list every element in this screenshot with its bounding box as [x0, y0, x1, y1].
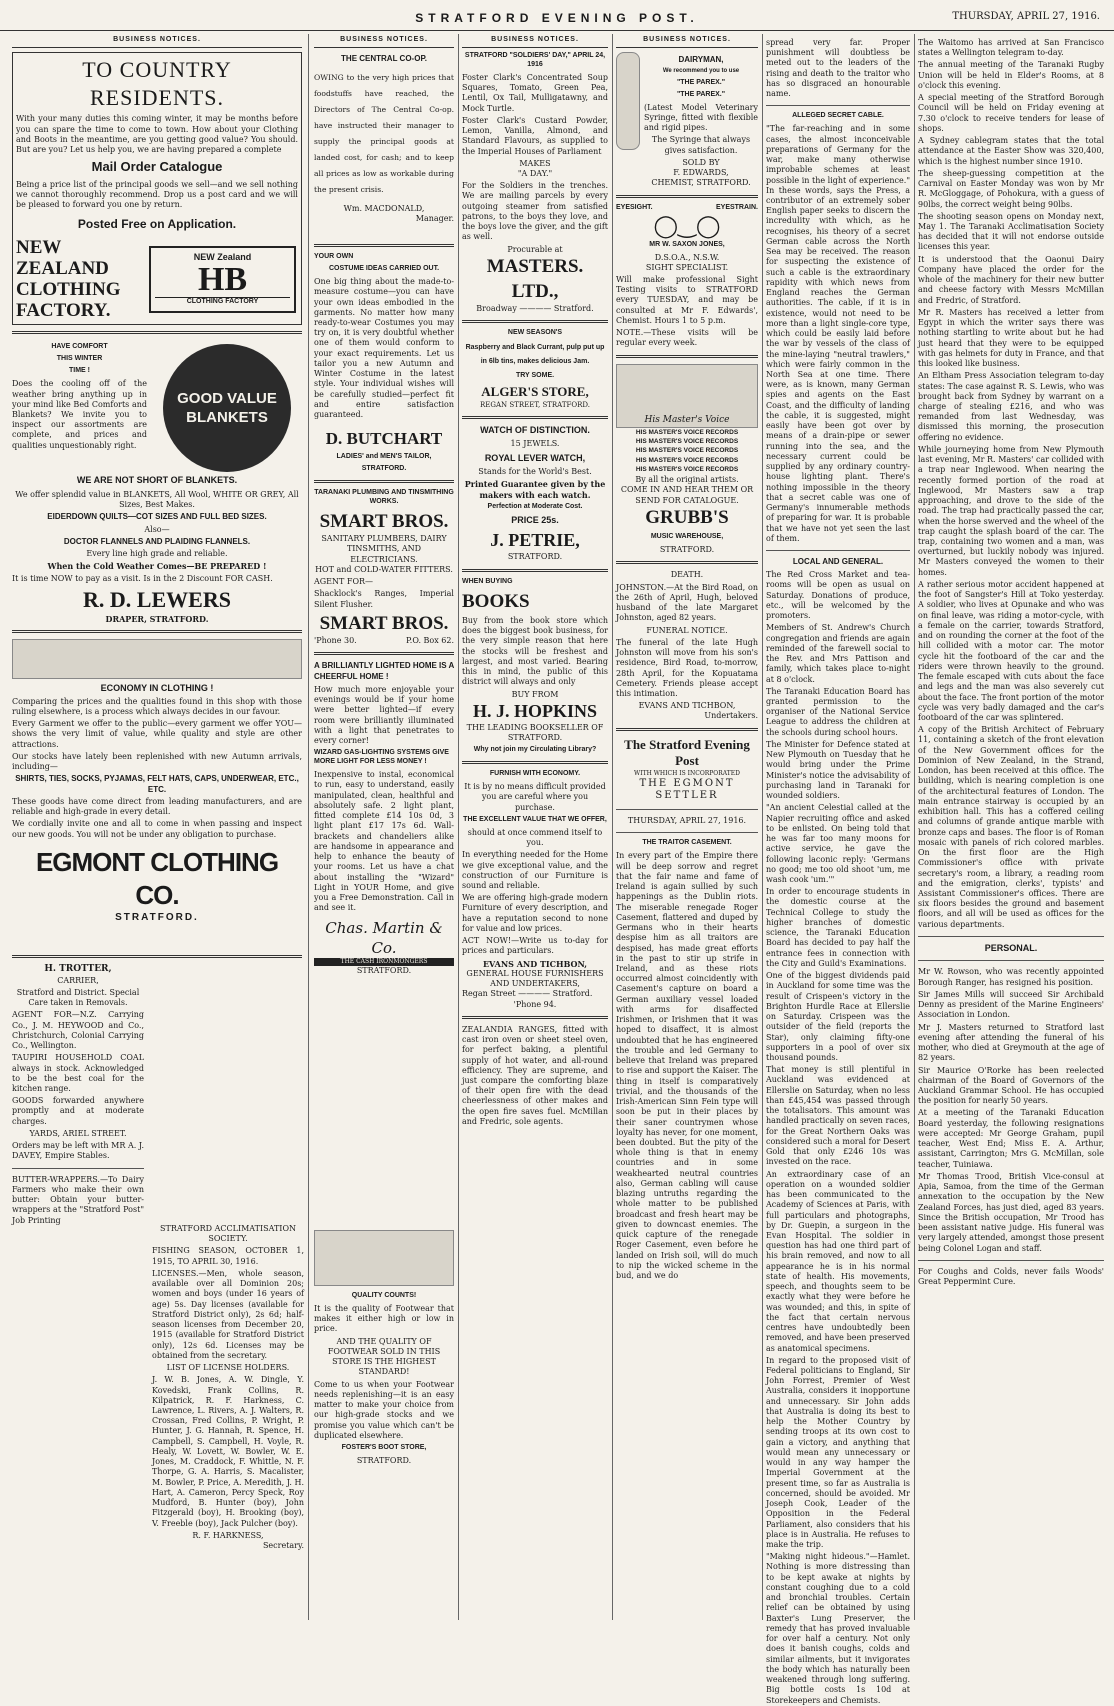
parex-ad — [616, 52, 758, 189]
ad-text: DRAPER, STRATFORD. — [105, 614, 209, 624]
syringe-illustration — [616, 52, 640, 150]
butchart-name: D. BUTCHART — [325, 429, 443, 449]
ad-text: Buy from the book store which does the biggest book business, for the very simple reason that here the stocks will be freshest and largest, and most varied. Bearing this in mind, the public of this district will always and only — [462, 615, 608, 687]
ad-text: STRATFORD. — [115, 912, 199, 924]
article-text: The Taranaki Education Board has granted permission to the organiser of the National Service League to address the children at the schools during school hours. — [766, 686, 910, 737]
ad-text: Stratford and District. Special Care taken in Removals. — [16, 987, 140, 1008]
ad-text: We offer splendid value in BLANKETS, All Wool, WHITE OR GREY, All Sizes, Best Makes. — [15, 489, 299, 510]
ad-heading: TO COUNTRY RESIDENTS. — [82, 56, 232, 111]
smart-bros-name: SMART BROS. — [319, 612, 449, 634]
blankets-ad — [12, 340, 302, 472]
ad-heading: HAVE COMFORT — [51, 343, 108, 351]
ad-heading: YOUR OWN — [314, 253, 354, 261]
article-text: In order to encourage students in the domestic course at the Technical College to study the higher branches of domestic science, the Taranaki Education Board has decided to pay half the entrance fees in connection with the City and Guild's Examinations. — [766, 887, 910, 968]
ad-heading: TRY SOME. — [515, 372, 555, 380]
ad-text: Being a price list of the principal goods we sell—and we sell nothing we cannot thoroughly recommend. Drop us a post card and we will be pleased to forward you one by return. — [16, 179, 298, 210]
ad-text: Secretary. — [262, 1541, 304, 1551]
article-text: The Red Cross Market and tea-rooms will be open as usual on Saturday. Donations of produce, etc., will be welcomed by the promoters. — [766, 570, 910, 621]
ad-text: "A DAY." — [517, 168, 553, 178]
column-4 — [616, 36, 758, 1618]
column-2 — [314, 36, 454, 1222]
grubb-name: GRUBB'S — [645, 506, 729, 528]
notice-text: JOHNSTON.—At the Bird Road, on the 26th of April, Hugh, beloved husband of the late Margaret Johnston, aged 82 years. — [616, 582, 758, 623]
article-text: The annual meeting of the Taranaki Rugby Union will be held in Elder's Rooms, at 8 o'clock this evening. — [918, 60, 1104, 90]
ad-text: Foster Clark's Custard Powder, Lemon, Vanilla, Almond, and Standard Flavours, as supplied to the Imperial Houses of Parliament — [462, 115, 608, 156]
ad-text: 'Phone 94. — [513, 999, 557, 1009]
ad-text: AGENT FOR—N.Z. Carrying Co., J. M. HEYWOOD and Co., Christchurch, Colonial Carrying Co., Wellington. — [12, 1010, 144, 1051]
article-text: spread very far. Proper punishment will doubtless be meted out to the leaders of the rising and death to the traitor who has so disgraced an honourable name. — [766, 38, 910, 99]
editorial-masthead: THE EGMONT SETTLER — [639, 777, 735, 802]
ad-text: Procurable at — [507, 244, 563, 254]
editorial-masthead: WITH WHICH IS INCORPORATED — [634, 769, 740, 777]
column-rule — [458, 34, 459, 1620]
ad-text: SANITARY PLUMBERS, DAIRY TINSMITHS, AND ELECTRICIANS. — [321, 534, 447, 564]
ad-heading: NEW SEASON'S — [507, 329, 563, 337]
ad-text: Manager. — [415, 213, 454, 223]
logo-text: NEW Zealand — [193, 251, 252, 262]
ad-text: THE LEADING BOOKSELLER OF STRATFORD. — [466, 722, 604, 743]
trotter-ad — [12, 964, 144, 1226]
lewers-name: R. D. LEWERS — [83, 586, 231, 612]
ad-text: FISHING SEASON, OCTOBER 1, 1915, TO APRIL 30, 1916. — [152, 1246, 304, 1266]
ad-heading: DAIRYMAN, — [678, 54, 724, 64]
ad-text: Our stocks have lately been replenished with new Autumn arrivals, including— — [12, 751, 302, 772]
country-residents-ad — [12, 52, 302, 326]
column-5 — [766, 36, 910, 1705]
records-line: HIS MASTER'S VOICE RECORDS — [635, 437, 739, 445]
ad-text: STRATFORD. — [507, 552, 563, 562]
ad-text: ZEALANDIA RANGES, fitted with cast iron oven or sheet steel oven, for perfect baking, a plentiful supply of hot water, and all-round efficiency. They are supreme, and just compare the comforting blaze of their open fire with the dead cheerlessness of other makes and the open fire saves fuel. McMillan and Fredric, sole agents. — [462, 1024, 608, 1126]
ad-heading: STRATFORD "SOLDIERS' DAY," APRIL 24, 1916 — [464, 51, 606, 68]
ad-text: J. W. B. Jones, A. W. Dingle, Y. Kovedski, Frank Collins, R. Kilpatrick, R. F. Harkness, C. Lawrence, L. Rivers, A. J. Walters, R. Crossan, Fred Collins, P. Wright, P. Hunter, J. G. Hannah, R. Spence, H. Campbell, S. Campbell, H. Voyle, R. Healy, W. Lovett, W. Bowler, W. E. Jones, M. Craddock, F. Whittle, N. F. Thorpe, G. A. Harris, S. Macalister, M. Bowler, P. Price, A. Meredith, J. H. Hart, A. Cameron, Percy Speck, Roy Mudford, B. Hunter (boy), John Fitzgerald (boy), H. Brooking (boy), V. Freeble (boy), Jack Pulcher (boy). — [152, 1375, 304, 1528]
article-text: Members of St. Andrew's Church congregation and friends are again reminded of the farewell social to the Rev. and Mrs Pattison and family, which takes place to-night at 8 o'clock. — [766, 623, 910, 684]
ad-text: Raspberry and Black Currant, pulp put up in 6lb tins, makes delicious Jam. — [465, 344, 605, 366]
ad-text: Wm. MACDONALD, — [343, 203, 425, 213]
ad-heading: LIST OF LICENSE HOLDERS. — [166, 1363, 290, 1373]
ad-text: MAKES — [519, 158, 551, 168]
ad-text: SEND FOR CATALOGUE. — [635, 495, 739, 505]
ad-text: BUTTER-WRAPPERS.—To Dairy Farmers who make their own butter: Obtain your butter-wrappers at the "Stratford Post" Job Printing — [12, 1174, 144, 1225]
column-rule — [914, 34, 915, 1620]
spectacles-icon: ◯‿◯ — [653, 213, 721, 239]
ad-heading: Mail Order Catalogue — [91, 159, 223, 175]
nz-clothing-logo — [149, 246, 296, 313]
notice-text: Undertakers. — [704, 711, 758, 721]
alger-name: ALGER'S STORE, — [481, 384, 589, 400]
hopkins-name: H. J. HOPKINS — [472, 700, 597, 721]
notice-text: EVANS AND TICHBON, — [638, 701, 736, 711]
ad-text: 15 JEWELS. — [510, 439, 560, 449]
ad-text: CARRIER, — [57, 975, 99, 985]
footwear-ad — [314, 1224, 454, 1618]
records-line: HIS MASTER'S VOICE RECORDS — [635, 447, 739, 455]
notice-text: The funeral of the late Hugh Johnston will move from his son's residence, Bird Road, to-morrow, 28th April, for the Kopuatama Cemetery. Friends please accept this intimation. — [616, 637, 758, 698]
ad-text: LICENSES.—Men, whole season, available over all Dominion 20s; women and boys (under 16 years of age) 5s. Day licenses (available for Stratford District only), 2s 6d; half-season licenses from December 20, 1915 (available for Stratford District only), 12s 6d. Licenses may be obtained from the secretary. — [152, 1268, 304, 1360]
ad-text: Broadway ———— Stratford. — [476, 304, 594, 314]
hmv-logo: His Master's Voice — [644, 415, 730, 426]
ad-text: Every line high grade and reliable. — [86, 549, 228, 559]
column-3 — [462, 36, 608, 1618]
ad-text: MUSIC WAREHOUSE, — [650, 533, 724, 541]
article-heading: PERSONAL. — [984, 942, 1038, 953]
article-text: Mr R. Masters has received a letter from Egypt in which the writer says there was nothing startling to write about but he had just heard that they were to be equipped with gas helmets for duty in France, and that this looked like business. — [918, 307, 1104, 369]
gramophone-illustration — [616, 364, 758, 428]
column-6 — [918, 36, 1104, 1618]
ad-heading: FURNISH WITH ECONOMY. — [489, 770, 581, 778]
article-text: The shooting season opens on Monday next, May 1. The Taranaki Acclimatisation Society has decided that it will not endorse outside licenses this year. — [918, 211, 1104, 252]
ad-text: Regan Street ———— Stratford. — [462, 989, 593, 999]
ad-text: P.O. Box 62. — [406, 636, 454, 646]
ad-text: AND THE QUALITY OF FOOTWEAR SOLD IN THIS STORE IS THE HIGHEST STANDARD! — [327, 1336, 441, 1377]
article-text: For Coughs and Colds, never fails Woods' Great Peppermint Cure. — [918, 1266, 1104, 1286]
article-text: "The far-reaching and in some cases, the almost inconceivable preparations of Germany for the war, make many otherwise improbable schemes at least possible in the light of experience." In these words, says the Press, a contributor of an extremely sober English paper seeks to discern the incredulity with which, as he recognises, his theory of a secret German cable across the North Sea may be received. The reason for suspecting the existence of such a cable is the extraordinary rapidity with which news from England reaches the German authorities. The cable, if it is in existence, would not need to be more than a light single-core type, which could be easily laid before the war by vessels of the class of the mine-laying "neutral trawlers," which were fairly common in the North Sea at one time. There were, as is known, many German spies and agents on the East Coast, and the difficulty of landing the cable, it is suggested, might easily have been got over by means of a drain-pipe or sewer running into the sea, and the necessary current could be supplied by any ordinary country-house lighting plant. There's nothing impossible in the theory that a secret cable was one of Germany's innumerable methods of preparing for war. It is probable that we have not yet seen the last of them. — [766, 124, 910, 543]
ad-heading: FOSTER'S BOOT STORE, — [341, 1444, 427, 1451]
ad-text: HOT and COLD-WATER FITTERS. — [315, 564, 453, 574]
ad-text: The Syringe that always gives satisfaction. — [651, 135, 751, 155]
ad-text: It is time NOW to pay as a visit. Is in the 2 Discount FOR CASH. — [12, 573, 273, 583]
ad-text: GENERAL HOUSE FURNISHERS AND UNDERTAKERS, — [466, 968, 604, 989]
shoes-illustration — [314, 1230, 454, 1286]
ad-heading: Perfection at Moderate Cost. — [487, 502, 583, 510]
masthead — [0, 8, 1114, 31]
good-value-blankets-logo: GOOD VALUE BLANKETS — [163, 344, 291, 472]
ad-heading: EIDERDOWN QUILTS—COT SIZES AND FULL BED SIZES. — [47, 512, 267, 522]
ad-text: For the Soldiers in the trenches. We are mailing parcels by every outgoing steamer from satisfied patrons, to the boys they love, and the boys love the giver, and the gift as well. — [462, 181, 608, 242]
article-heading: ALLEGED SECRET CABLE. — [792, 112, 884, 120]
ad-text: should at once commend itself to you. — [467, 827, 603, 848]
masthead-title: STRATFORD EVENING POST. — [415, 11, 699, 25]
ad-text: When the Cold Weather Comes—BE PREPARED ! — [47, 561, 267, 572]
article-text: The Minister for Defence stated at New Plymouth on Tuesday that he would bring under the Prime Minister's notice the advisability of purchasing land in Taranaki for wounded soldiers. — [766, 739, 910, 801]
article-text: A rather serious motor accident happened at the foot of Sangster's Hill at Toko yesterday. A soldier, who lives at Opunake and who was on final leave, was riding a motor-cycle, with a female on the carrier, towards Stratford, and on rounding the corner at the foot of the hill collided with a motor car. The motor cycle hit the footboard of the car and the riders were thrown heavily to the ground. The female escaped with cuts about the face and legs and the man was also severely cut about the face. The front portion of the motor cycle was very badly damaged and the car's footboard of the car was splintered. — [918, 579, 1104, 722]
article-text: Mr Thomas Trood, British Vice-consul at Apia, Samoa, from the time of the German annexation to the occupation by the New Zealand Forces, has just died, aged 83 years. Since the British occupation, Mr Trood has been assistant native judge. His funeral was very largely attended, amongst those present being Colonel Logan and staff. — [918, 1171, 1104, 1253]
ad-heading: COSTUME IDEAS CARRIED OUT. — [328, 265, 440, 273]
ad-text: Also— — [144, 524, 170, 534]
petrie-name: J. PETRIE, — [490, 530, 580, 551]
article-text: While journeying home from New Plymouth last evening, Mr R. Masters' car collided with a trap near Inglewood. When nearing the recently formed portion of the road at Inglewood, Mr Masters saw a trap approaching, and drove to the side of the road. The trap had practically passed the car, when the horse swerved and the wheel of the trap caught the splash board of the car. The trap, containing two women and a man, was overturned, but luckily nobody was injured. Mr Masters conveyed the women to their homes. — [918, 444, 1104, 577]
notice-heading: DEATH. — [670, 570, 704, 580]
article-text: One of the biggest dividends paid in Auckland for some time was the result of Crispeen's victory in the Brighton Hurdle Race at Ellerslie on Saturday. Crispeen was the outsider of the field (reports the Star), only claiming fifty-one supporters in a pool of over six thousand pounds. — [766, 971, 910, 1062]
ad-text: NOTE.—These visits will be regular every week. — [616, 328, 758, 348]
ad-heading: THIS WINTER — [56, 355, 103, 363]
ad-text: SOLD BY — [682, 157, 720, 167]
ad-heading: SHIRTS, TIES, SOCKS, PYJAMAS, FELT HATS, CAPS, UNDERWEAR, ETC., ETC. — [15, 774, 299, 794]
ad-text: STRATFORD. — [356, 965, 412, 975]
article-text: The sheep-guessing competition at the Carnival on Easter Monday was won by Mr R. McGloggage, of Pohokura, with a guess of 90lbs, the correct weight being 90lbs. — [918, 168, 1104, 209]
ad-text: We are offering high-grade modern Furniture of every description, and have a reputation second to none for value and low prices. — [462, 893, 608, 933]
ad-text: ACT NOW!—Write us to-day for prices and particulars. — [462, 936, 608, 956]
nz-clothing-title: NEW ZEALAND CLOTHING FACTORY. — [16, 236, 121, 321]
ad-text: Every Garment we offer to the public—every garment we offer YOU—shows the very limit of value, while quality and style are other attractions. — [12, 719, 302, 749]
ad-text: Shacklock's Ranges, Imperial Silent Flusher. — [314, 589, 454, 609]
records-line: HIS MASTER'S VOICE RECORDS — [635, 465, 739, 473]
ad-text: LADIES' and MEN'S TAILOR, — [336, 453, 432, 461]
article-text: A copy of the British Architect of February 11, containing a sketch of the front elevation of the New Government offices for the Dominion of New Zealand, in the Strand, London, has been received at this office. The building, which is nearing completion is one of the architectural features of London. The main entrance stairway is occupied by an exhibition hall. This has a coffered ceiling and columns of grande antique marble with bronze caps and bases. The floor is of Roman mosaic with panels of rich colored marbles. On the first floor are the High Commissioner's office with private secretary's room, a library, a reading room and the emigration, clerks', typists' and Assistant Commissioner's offices. There are six floors besides the ground and basement floors, and all will be used as offices for the various departments. — [918, 725, 1104, 929]
section-label: BUSINESS NOTICES. — [12, 36, 302, 48]
article-text: An Eltham Press Association telegram to-day states: The case against R. S. Lewis, who was brought back from Sydney by warrant on a charge of stealing £216, and who was remanded from last Wednesday, was dismissed this morning, the prosecution offering no evidence. — [918, 371, 1104, 442]
ad-text: It is the quality of Footwear that makes it either high or low in price. — [314, 1303, 454, 1334]
ad-text: STRATFORD. — [361, 465, 407, 473]
article-heading: LOCAL AND GENERAL. — [792, 556, 884, 566]
ad-text: COME IN AND HEAR THEM OR — [620, 485, 754, 495]
ad-heading: DOCTOR FLANNELS AND PLAIDING FLANNELS. — [63, 536, 251, 546]
ad-text: How much more enjoyable your evenings would be if your home were better lighted—if every room were brilliantly illuminated with a light that penetrates to every corner! — [314, 684, 454, 746]
ad-heading: THE CENTRAL CO-OP. — [341, 53, 427, 63]
notice-heading: FUNERAL NOTICE. — [646, 625, 728, 635]
article-text: Mr J. Masters returned to Stratford last evening after attending the funeral of his mother, who died at Greymouth at the age of 82 years. — [918, 1022, 1104, 1063]
ad-text: We recommend you to use — [662, 68, 740, 75]
ad-heading: THE EXCELLENT VALUE THAT WE OFFER, — [463, 815, 607, 823]
editorial-date: THURSDAY, APRIL 27, 1916. — [627, 816, 747, 826]
ad-heading: ROYAL LEVER WATCH, — [484, 452, 586, 463]
ad-heading: WE ARE NOT SHORT OF BLANKETS. — [76, 475, 238, 486]
ad-text: It is by no means difficult provided you are careful where you purchase. — [464, 782, 606, 812]
article-text: An extraordinary case of an operation on a wounded soldier has been communicated to the Academy of Sciences at Paris, with full particulars and photographs, by Dr. Guepin, a surgeon in the Evan Hospital. The soldier in question has had one third part of his brain removed, and now to all appearance he is in his normal state of health. His movements, speech, and thoughts seem to be exactly what they were before he was wounded; and this, in spite of the fact that certain nervous centres have undoubtedly been removed, and have been preserved as anatomical specimens. — [766, 1169, 910, 1353]
ad-text: AGENT FOR— — [314, 577, 374, 587]
ad-text: These goods have come direct from leading manufacturers, and are reliable and high-grade in every detail. — [12, 796, 302, 817]
column-rule — [308, 34, 309, 1620]
ad-text: Foster Clark's Concentrated Soup Squares, Tomato, Green Pea, Lentil, Ox Tail, Mulligatawny, and Mock Turtle. — [462, 72, 608, 113]
masthead-date: THURSDAY, APRIL 27, 1916. — [952, 11, 1100, 22]
logo-text: HB — [197, 261, 248, 299]
ad-text: Stands for the World's Best. — [478, 467, 592, 477]
article-text: A Sydney cablegram states that the total attendance at the Easter Show was 320,400, which is the highest number since 1910. — [918, 136, 1104, 166]
acclimatisation-notice — [152, 1224, 304, 1618]
ad-text: Orders may be left with MR A. J. DAVEY, Empire Stables. — [12, 1141, 144, 1161]
article-text: Sir James Mills will succeed Sir Archibald Denny as president of the Marine Engineers' Association in London. — [918, 989, 1104, 1020]
article-text: A special meeting of the Stratford Borough Council will be held on Friday evening at 7.30 o'clock to receive tenders for lease of shops. — [918, 93, 1104, 133]
ad-text: BUY FROM — [511, 689, 559, 699]
section-label: BUSINESS NOTICES. — [314, 36, 454, 48]
ad-text: REGAN STREET, STRATFORD. — [480, 400, 590, 409]
books-title: BOOKS — [462, 590, 530, 612]
ad-heading: Why not join my Circulating Library? — [473, 746, 597, 754]
ad-text: SIGHT SPECIALIST. — [645, 262, 729, 272]
ad-text: (Latest Model Veterinary Syringe, fitted with flexible and rigid pipes. — [644, 102, 758, 133]
ad-heading: WATCH OF DISTINCTION. — [480, 424, 590, 435]
ad-text: We cordially invite one and all to come in when passing and inspect our new goods. You will not be under any obligation to purchase. — [12, 819, 302, 839]
ad-heading: QUALITY COUNTS! — [351, 1292, 417, 1299]
article-text: At a meeting of the Taranaki Education Board yesterday, the following resignations were accepted: Mr George Graham, pupil teacher, West End; Miss E. A. Arthur, assistant, Carrington; Mrs G. McMillan, sole teacher, Tuiniawa. — [918, 1108, 1104, 1169]
martin-logo: Chas. Martin & Co. — [325, 919, 443, 957]
masters-name: MASTERS. LTD., — [486, 255, 584, 302]
ad-heading: EVANS AND TICHBON, — [482, 958, 588, 969]
ad-text: Come to us when your Footwear needs replenishing—it is an easy matter to make your choice from our high-grade stocks and we promise you value which can't be duplicated elsewhere. — [314, 1379, 454, 1440]
section-label: BUSINESS NOTICES. — [462, 36, 608, 48]
article-text: Mr W. Rowson, who was recently appointed Borough Ranger, has resigned his position. — [918, 967, 1104, 987]
ad-heading: TIME ! — [69, 367, 90, 375]
ad-text: One big thing about the made-to-measure costume—you can have your own ideas embodied in the garments. No matter how many ready-to-wear Costumes you may try on, it is very doubtful whether one of them would conform to your exact requirements. Let us tailor you a new Autumn and Winter Costume in the latest style. Your individual wishes will be carefully studied—perfect fit and entire satisfaction guaranteed. — [314, 277, 454, 420]
ad-text: STRATFORD. — [659, 545, 715, 555]
ad-heading: WIZARD GAS-LIGHTING SYSTEMS GIVE MORE LIGHT FOR LESS MONEY ! — [314, 749, 449, 766]
records-line: HIS MASTER'S VOICE RECORDS — [635, 428, 739, 436]
article-text: "An ancient Celestial called at the Napier recruiting office and asked to be enlisted. On being told that he was far too many moons for active service, he gave the following laconic reply: 'Germans no good; me too old shoot 'um, me wash cook 'um.'" — [766, 803, 910, 884]
ad-heading: MR W. SAXON JONES, — [649, 240, 725, 248]
article-text: The Waitomo has arrived at San Francisco states a Wellington telegram to-day. — [918, 38, 1104, 58]
logo-text: CLOTHING FACTORY — [155, 297, 290, 307]
ad-text: Will make professional Sight Testing visits to STRATFORD every TUESDAY, and may be consulted at Mr F. Edwards', Chemist. Hours 1 to 5 p.m. — [616, 275, 758, 325]
ad-heading: TARANAKI PLUMBING AND TINSMITHING WORKS. — [314, 489, 454, 505]
records-line: HIS MASTER'S VOICE RECORDS — [635, 456, 739, 464]
ad-heading: WHEN BUYING — [462, 577, 513, 585]
article-text: In every part of the Empire there will be deep sorrow and regret that the fair name and fame of Ireland is again sullied by such happenings as the Dublin riots. The miserable renegade Roger Casement, flattered and duped by Germans who in their hearts despise him as all traitors are despised, has made great efforts in the past to stir up strife in Ireland, and as these riots occurred almost coincidently with Casement's capture on board a German auxiliary vessel loaded with arms for disaffected Irishmen, or Irishmen that it was hoped to disaffect, it is almost undoubted that he has engineered the trouble and led Germany to believe that Ireland was prepared to rise and support the Kaiser. The thing in itself is comparatively trivial, and the thousands of the Irish-American Sinn Fein type will soon be put in their places by their saner countrymen whose loyalty has never, for one moment, been doubted. But the pity of the whole thing is that in enemy countries and in some weakhearted neutral countries also, German cabling will cause blazing untruths regarding the whole matter to be published broadcast and fresh heart may be given to downcast enemies. The quick capture of the renegade Roger Casement, even before he landed on Irish soil, will do much to nip the wicked scheme in the bud, and we do — [616, 851, 758, 1281]
ad-text: By all the original artists. — [635, 475, 739, 485]
article-text: Sir Maurice O'Rorke has been reelected chairman of the Board of Governors of the Auckland Grammar School. He has occupied the position for nearly 50 years. — [918, 1065, 1104, 1106]
ad-text: Comparing the prices and the qualities found in this shop with those ruling elsewhere, is a process which always decides in our favour. — [12, 696, 302, 716]
ad-text: D.S.O.A., N.S.W. — [654, 252, 720, 262]
ad-text: Inexpensive to instal, economical to run, easy to understand, easily manipulated, clean, healthful and absolutely safe. 2 light plant, fitted complete £14 10s 0d, 3 light plant £17 17s 6d. Wall-brackets and chandeliers alike are handsome in appearance and help to enhance the beauty of your rooms. Let us have a chat about installing the "Wizard" Light in YOUR Home, and give you a Free Demonstration. Call in and see it. — [314, 770, 454, 913]
ad-text: R. F. HARKNESS, — [192, 1530, 264, 1540]
ad-text: With your many duties this coming winter, it may be months before you can spare the time to come to town. How about your Clothing and Boots in the meantime, are you getting good value? You should. But are you? Let us help you, we are having prepared a complete — [16, 114, 298, 154]
ad-heading: "THE PAREX." — [676, 78, 726, 86]
ad-text: GOODS forwarded anywhere promptly and at moderate charges. — [12, 1096, 144, 1126]
article-text: That money is still plentiful in Auckland was evidenced at Ellerslie on Saturday, when no less than £45,454 was passed through the totalisators. This amount was handled practically on seven races, for the Great Northern Oaks was considered such a moral for Desert Gold that only £246 10s was invested on the race. — [766, 1065, 910, 1167]
ad-heading: EYESIGHT. — [616, 203, 653, 211]
ad-heading: STRATFORD ACCLIMATISATION SOCIETY. — [160, 1224, 296, 1244]
ad-text: Does the cooling off of the weather bring anything up in your mind like Bed Comforts and Blankets? We invite you to inspect our assortments are complete, and prices and qualities unquestionably right. — [12, 379, 147, 450]
ad-text: OWING to the very high prices that foodstuffs have reached, the Directors of The Central Co-op. have instructed their manager to supply the principal goods at landed cost, for cash; and to keep all prices as low as workable during the present crisis. — [314, 73, 454, 194]
smart-bros-name: SMART BROS. — [319, 510, 449, 532]
egmont-clothing-title: EGMONT CLOTHING CO. — [35, 846, 279, 911]
hats-illustration — [12, 639, 302, 679]
ad-text: YARDS, ARIEL STREET. — [29, 1128, 127, 1138]
ad-heading: A BRILLIANTLY LIGHTED HOME IS A CHEERFUL HOME ! — [314, 661, 455, 681]
ad-heading: ECONOMY IN CLOTHING ! — [100, 683, 214, 694]
martin-logo: THE CASH IRONMONGERS — [314, 958, 454, 966]
article-text: In regard to the proposed visit of Federal politicians to England, Sir John Forrest, Premier of West Australia, considers it inopportune and unnecessary. Sir John adds that Australia is doing its best to help the Mother Country by sending troops at its own cost to gain a victory, and anything that would mean any unnecessary or would in any way hamper the Imperial Government at the present time, so far as Australia is concerned, should be avoided. Mr Joseph Cook, Leader of the Opposition in the Federal Parliament, also considers that his place is in Australia. He refuses to make the trip. — [766, 1355, 910, 1549]
ad-heading: "THE PAREX." — [676, 90, 726, 98]
ad-heading: H. TROTTER, — [44, 964, 112, 975]
ad-heading: Posted Free on Application. — [77, 216, 237, 231]
editorial-masthead: The Stratford Evening Post — [624, 736, 750, 769]
ad-heading: EYESTRAIN. — [715, 203, 758, 211]
column-rule — [612, 34, 613, 1620]
ad-text: STRATFORD. — [356, 1455, 412, 1465]
ad-text: In everything needed for the Home we give exceptional value, and the construction of our Furniture is sound and reliable. — [462, 850, 608, 891]
article-heading: THE TRAITOR CASEMENT. — [642, 839, 732, 847]
article-text: "Making night hideous."—Hamlet. Nothing is more distressing than to be kept awake at nights by constant coughing due to a cold and bronchial troubles. Certain relief can be obtained by using Baxter's Lung Preserver, the remedy that has proved invaluable for over half a century. Not only does it banish coughs, colds and similar ailments, but it invigorates the body which has naturally been weakened through long suffering. Big bottle costs 1s 10d at Storekeepers and Chemists. — [766, 1552, 910, 1705]
section-label: BUSINESS NOTICES. — [616, 36, 758, 48]
ad-text: CHEMIST, STRATFORD. — [651, 178, 751, 188]
ad-text: TAUPIRI HOUSEHOLD COAL always in stock. Acknowledged to be the best coal for the kitchen range. — [12, 1053, 144, 1093]
column-rule — [762, 34, 763, 1620]
ad-text: F. EDWARDS, — [673, 168, 729, 178]
article-text: It is understood that the Oaonui Dairy Company have placed the order for the whole of the machinery for their new butter and cheese factory with Messrs McMillan and Fredric, of Stratford. — [918, 254, 1104, 305]
ad-heading: PRICE 25s. — [511, 514, 559, 525]
ad-text: 'Phone 30. — [314, 636, 357, 646]
ad-text: Printed Guarantee given by the makers with each watch. — [464, 479, 606, 500]
